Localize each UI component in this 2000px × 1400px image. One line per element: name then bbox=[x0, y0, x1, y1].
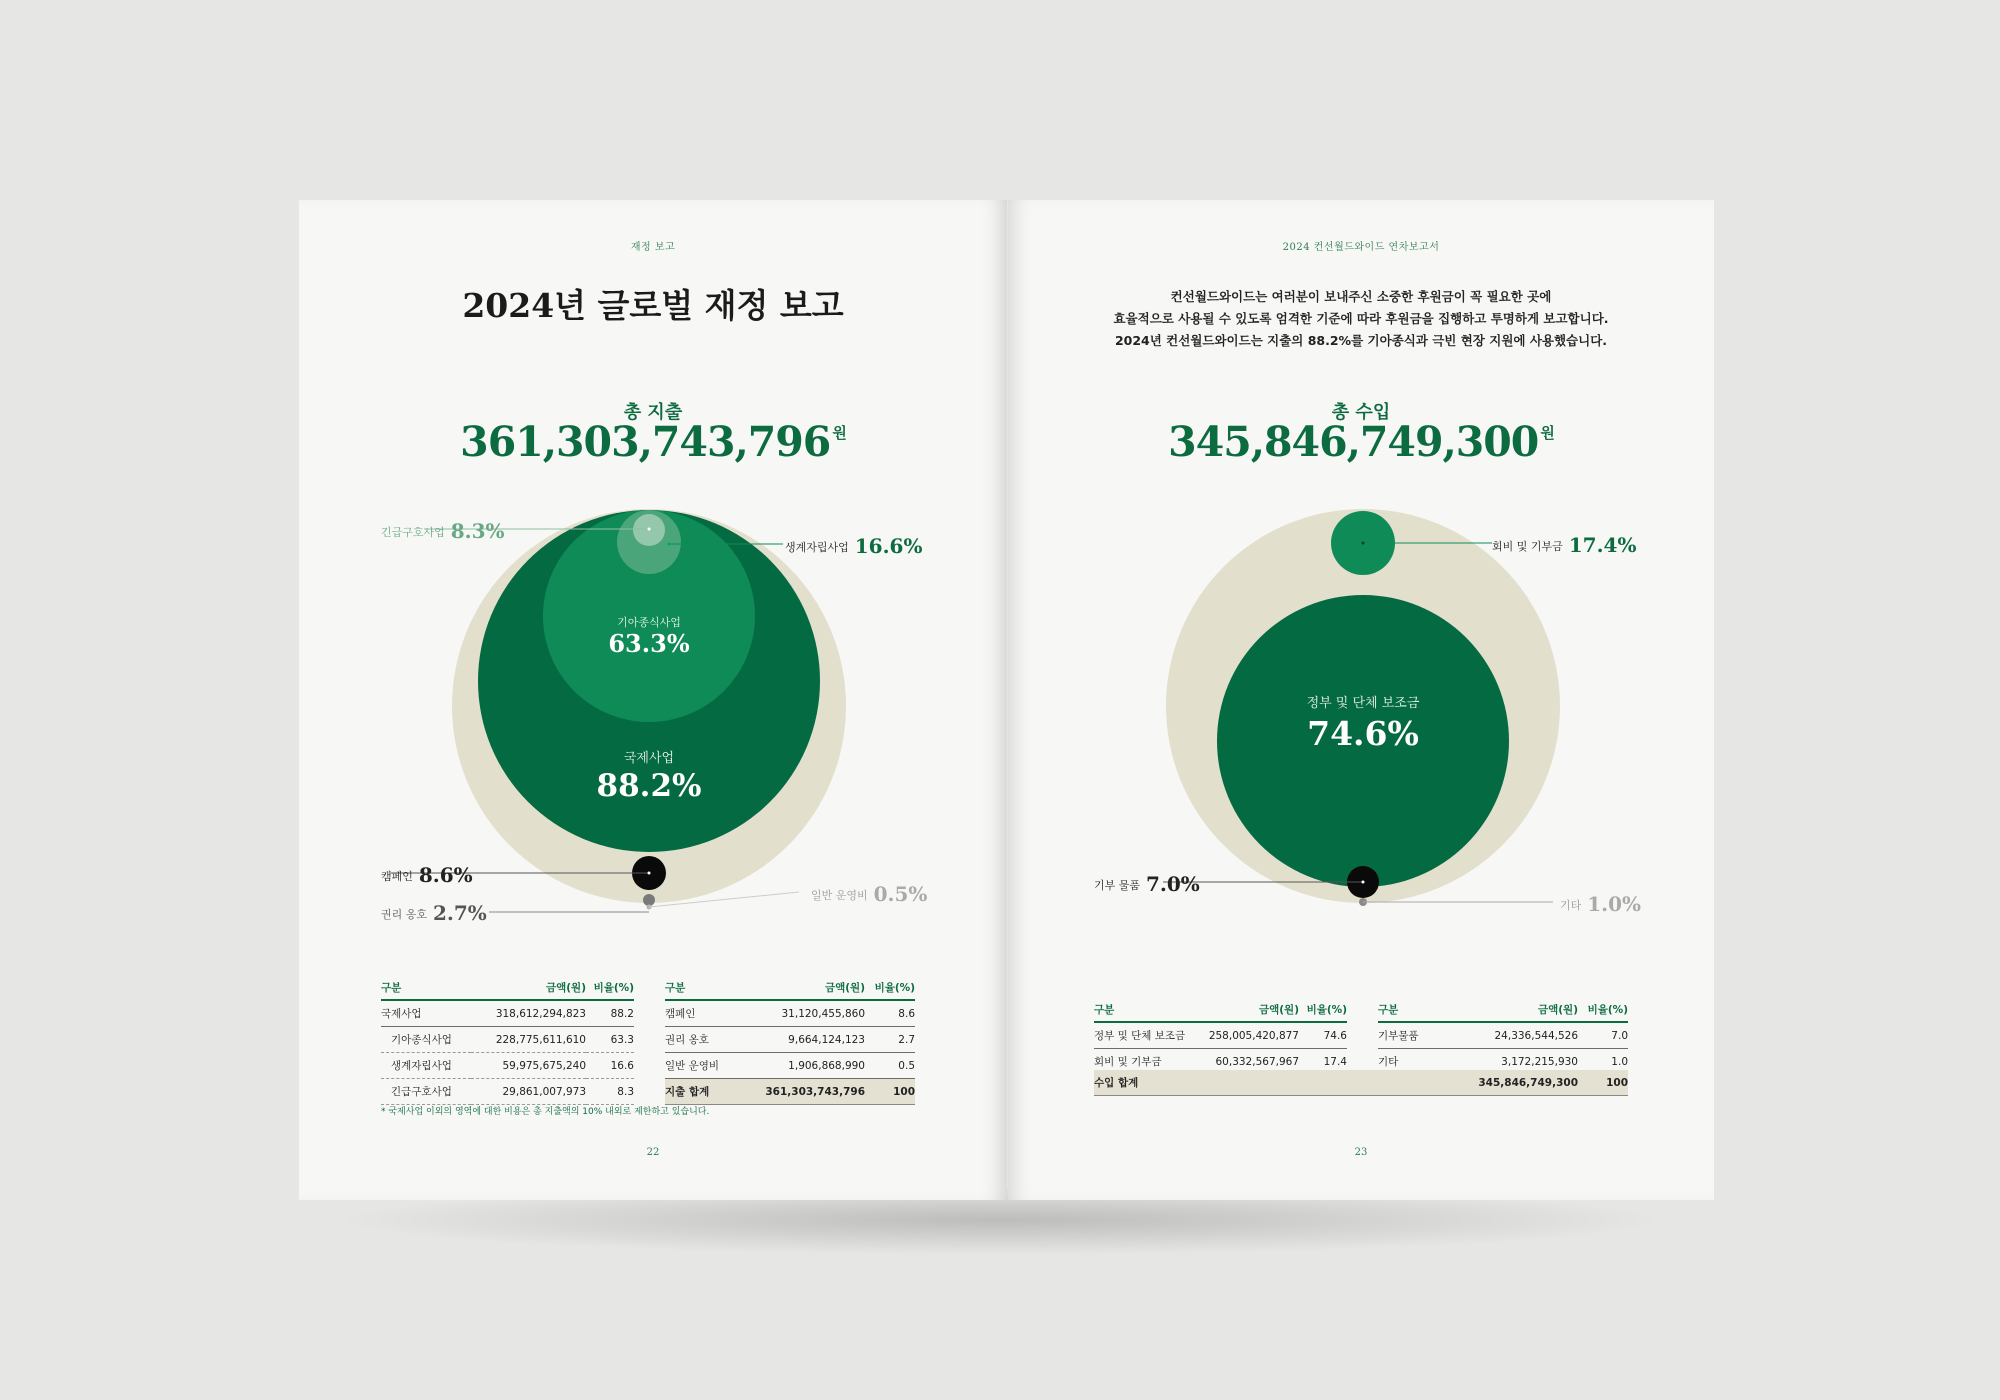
table-row: 권리 옹호 9,664,124,123 2.7 bbox=[665, 1027, 915, 1053]
table-row: 일반 운영비 1,906,868,990 0.5 bbox=[665, 1053, 915, 1079]
left-page bbox=[299, 200, 1007, 1200]
table-total-row: 수입 합계 345,846,749,300 100 bbox=[1094, 1070, 1628, 1096]
table-row: 국제사업 318,612,294,823 88.2 bbox=[381, 1000, 634, 1027]
expense-table-left: 구분 금액(원) 비율(%) 국제사업 318,612,294,823 88.2 기아종식사업 228,775,611,610 63.3 생계자립사업 59,975,675,240 16.6 긴급구호사업 29,861,007,973 8.3 bbox=[381, 976, 634, 1105]
annotation-advocacy: 권리 옹호 2.7% bbox=[381, 901, 487, 925]
table-row: 생계자립사업 59,975,675,240 16.6 bbox=[381, 1053, 634, 1079]
footnote: * 국제사업 이외의 영역에 대한 비용은 총 지출액의 10% 내외로 제한하고 있습니다. bbox=[381, 1107, 710, 1117]
running-head: 2024 컨선월드와이드 연차보고서 bbox=[1282, 242, 1440, 253]
international-pct: 88.2% bbox=[596, 768, 702, 804]
table-row: 기아종식사업 228,775,611,610 63.3 bbox=[381, 1027, 634, 1053]
annotation-campaign: 캠페인 8.6% bbox=[381, 863, 473, 887]
table-row: 기타 3,172,215,930 1.0 bbox=[1378, 1049, 1628, 1075]
annotation-membership: 회비 및 기부금 17.4% bbox=[1492, 533, 1637, 557]
annotation-inkind: 기부 물품 7.0% bbox=[1094, 872, 1200, 896]
income-table-left: 구분 금액(원) 비율(%) 정부 및 단체 보조금 258,005,420,877 74.6 회비 및 기부금 60,332,567,967 17.4 bbox=[1094, 998, 1347, 1075]
income-table-right: 구분 금액(원) 비율(%) 기부물품 24,336,544,526 7.0 기타 3,172,215,930 1.0 bbox=[1378, 998, 1628, 1075]
government-label: 정부 및 단체 보조금 bbox=[1306, 696, 1420, 711]
annotation-general: 일반 운영비 0.5% bbox=[811, 882, 928, 906]
government-pct: 74.6% bbox=[1307, 714, 1419, 753]
intro-text: 컨선월드와이드는 여러분이 보내주신 소중한 후원금이 꼭 필요한 곳에 효율적으로 사용될 수 있도록 엄격한 기준에 따라 후원금을 집행하고 투명하게 보고합니다. 2024년 컨선월드와이드는 지출의 88.2%를 기아종식과 극빈 현장 지원에 사용했습니다. bbox=[1113, 289, 1609, 348]
page-title: 2024년 글로벌 재정 보고 bbox=[462, 286, 844, 325]
expense-table-right: 구분 금액(원) 비율(%) 캠페인 31,120,455,860 8.6 권리 옹호 9,664,124,123 2.7 일반 운영비 1,906,868,990 0.5 지출 합계 361,303,743,796 100 bbox=[665, 976, 915, 1105]
total-expense-value: 361,303,743,796 $^원$ bbox=[460, 418, 846, 466]
total-income-value: 345,846,749,300 $^원$ bbox=[1168, 418, 1554, 466]
table-row: 긴급구호사업 29,861,007,973 8.3 bbox=[381, 1079, 634, 1105]
annotation-livelihood: 생계자립사업 16.6% bbox=[785, 534, 923, 558]
table-row: 정부 및 단체 보조금 258,005,420,877 74.6 bbox=[1094, 1022, 1347, 1049]
right-page bbox=[1008, 200, 1714, 1200]
bubble-advocacy bbox=[643, 894, 655, 906]
page-number: 23 bbox=[1354, 1147, 1368, 1158]
table-row: 캠페인 31,120,455,860 8.6 bbox=[665, 1000, 915, 1027]
hunger-label: 기아종식사업 bbox=[617, 616, 681, 629]
income-total-row bbox=[1094, 1070, 1628, 1096]
annotation-other: 기타 1.0% bbox=[1560, 892, 1642, 916]
table-row: 회비 및 기부금 60,332,567,967 17.4 bbox=[1094, 1049, 1347, 1075]
running-head: 재정 보고 bbox=[630, 242, 676, 253]
total-expense-label: 총 지출 bbox=[623, 402, 683, 423]
table-total-row: 지출 합계 361,303,743,796 100 bbox=[665, 1079, 915, 1105]
total-income-label: 총 수입 bbox=[1331, 402, 1391, 423]
annotation-emergency: 긴급구호사업 8.3% bbox=[381, 519, 505, 543]
page-number: 22 bbox=[646, 1147, 660, 1158]
table-row: 기부물품 24,336,544,526 7.0 bbox=[1378, 1022, 1628, 1049]
international-label: 국제사업 bbox=[623, 751, 675, 766]
hunger-pct: 63.3% bbox=[608, 629, 690, 658]
